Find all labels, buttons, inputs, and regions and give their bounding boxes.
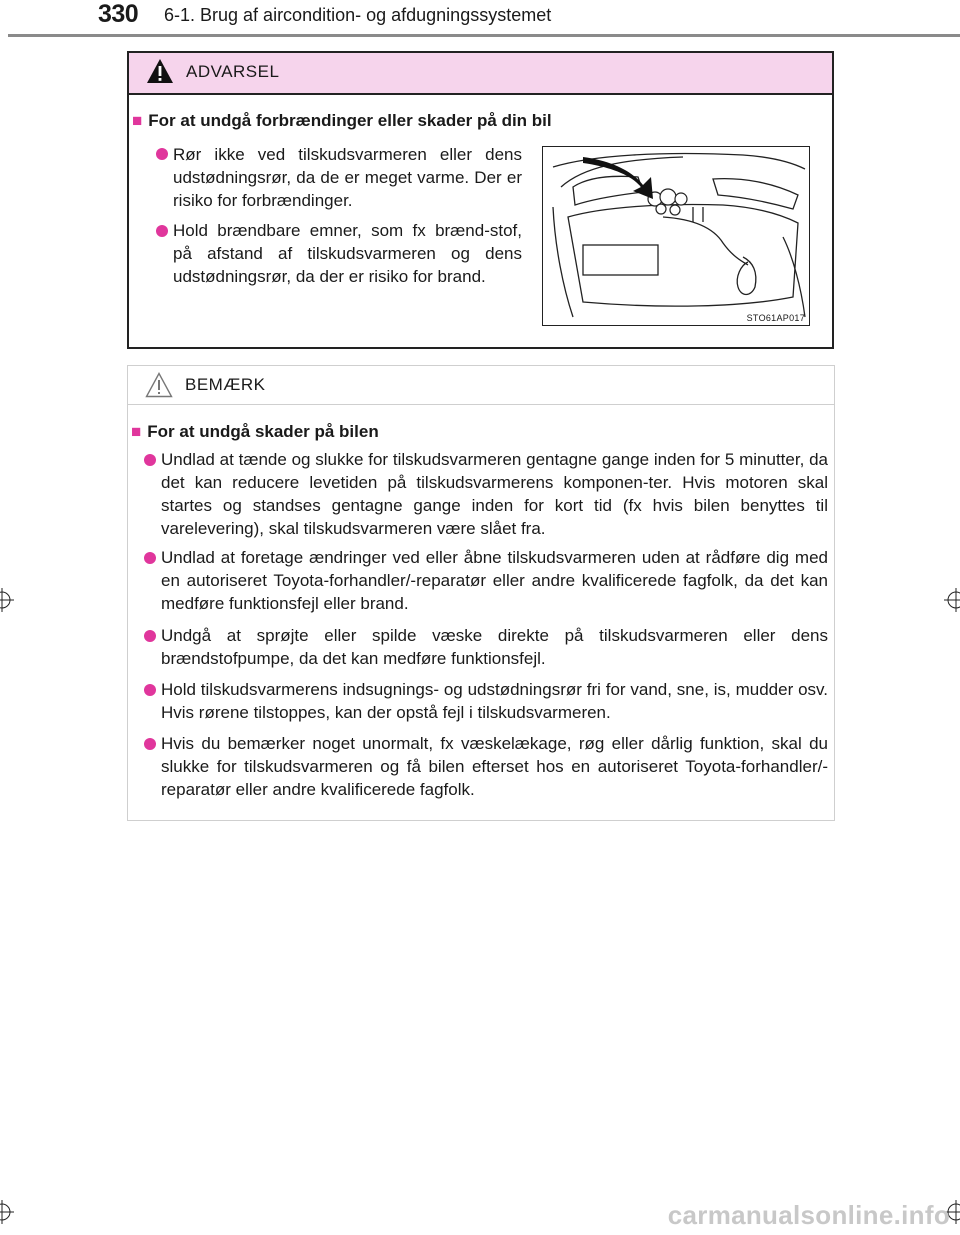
notice-heading — [131, 422, 379, 442]
warning-bullet-2: Hold brændbare emner, som fx brænd-stof, på afstand af tilskudsvarmeren og dens udstødningsrør, da der er risiko for brand. — [173, 221, 522, 286]
warning-header — [129, 53, 832, 95]
notice-bullet-3: Undgå at sprøjte eller spilde væske direkte på tilskudsvarmeren eller dens brændstofpumpe, da det kan medføre funktionsfejl. — [161, 626, 828, 668]
notice-box — [127, 365, 835, 821]
notice-triangle-icon — [145, 372, 173, 398]
bullet-dot-icon — [144, 454, 156, 466]
bullet-dot-icon — [156, 225, 168, 237]
illustration-code: STO61AP017 — [746, 313, 805, 323]
crosshair-icon — [0, 1200, 14, 1224]
square-bullet-icon: ■ — [131, 422, 142, 441]
notice-bullet-4: Hold tilskudsvarmerens indsugnings- og udstødningsrør fri for vand, sne, is, mudder osv. Hvis rørene tilstoppes, kan der opstå fejl i tilskudsvarmeren. — [161, 680, 828, 722]
square-bullet-icon: ■ — [132, 111, 143, 130]
bullet-dot-icon — [156, 148, 168, 160]
warning-heading-text: For at undgå forbrændinger eller skader på din bil — [148, 111, 552, 130]
warning-box — [127, 51, 834, 349]
section-title: 6-1. Brug af aircondition- og afdugningssystemet — [164, 5, 552, 25]
notice-header — [128, 366, 834, 405]
bullet-dot-icon — [144, 738, 156, 750]
bullet-dot-icon — [144, 630, 156, 642]
warning-heading — [132, 111, 552, 131]
bullet-dot-icon — [144, 552, 156, 564]
crosshair-icon — [0, 588, 14, 612]
notice-heading-text: For at undgå skader på bilen — [147, 422, 379, 441]
notice-bullet-5: Hvis du bemærker noget unormalt, fx væskelækage, røg eller dårlig funktion, skal du slukke for tilskudsvarmeren og få bilen efterset hos en autoriseret Toyota-forhandler/-reparatør eller andre kvalificerede fagfolk. — [161, 734, 828, 799]
warning-triangle-icon — [146, 58, 174, 84]
notice-bullet-1: Undlad at tænde og slukke for tilskudsvarmeren gentagne gange inden for 5 minutter, da det kan reducere levetiden på tilskudsvarmerens komponen-ter. Hvis motoren skal startes og standses gentagne gange inden for kort tid (fx hvis bilen benyttes til varelevering), skal tilskudsvarmeren være slået fra. — [161, 450, 828, 538]
car-front-illustration-icon — [543, 147, 808, 324]
warning-bullet-1: Rør ikke ved tilskudsvarmeren eller dens udstødningsrør, da de er meget varme. Der er risiko for forbrændinger. — [173, 145, 522, 210]
car-front-heater-illustration — [542, 146, 810, 326]
page-header — [0, 0, 960, 40]
crosshair-icon — [944, 588, 960, 612]
page-number: 330 — [98, 0, 139, 28]
header-rule — [8, 34, 960, 37]
notice-bullet-2: Undlad at foretage ændringer ved eller åbne tilskudsvarmeren uden at rådføre dig med en autoriseret Toyota-forhandler/-reparatør eller andre kvalificerede fagfolk, da det kan medføre funktionsfejl eller brand. — [161, 548, 828, 613]
watermark: carmanualsonline.info — [667, 1200, 950, 1230]
warning-label: ADVARSEL — [186, 62, 280, 81]
notice-label: BEMÆRK — [185, 375, 266, 394]
bullet-dot-icon — [144, 684, 156, 696]
